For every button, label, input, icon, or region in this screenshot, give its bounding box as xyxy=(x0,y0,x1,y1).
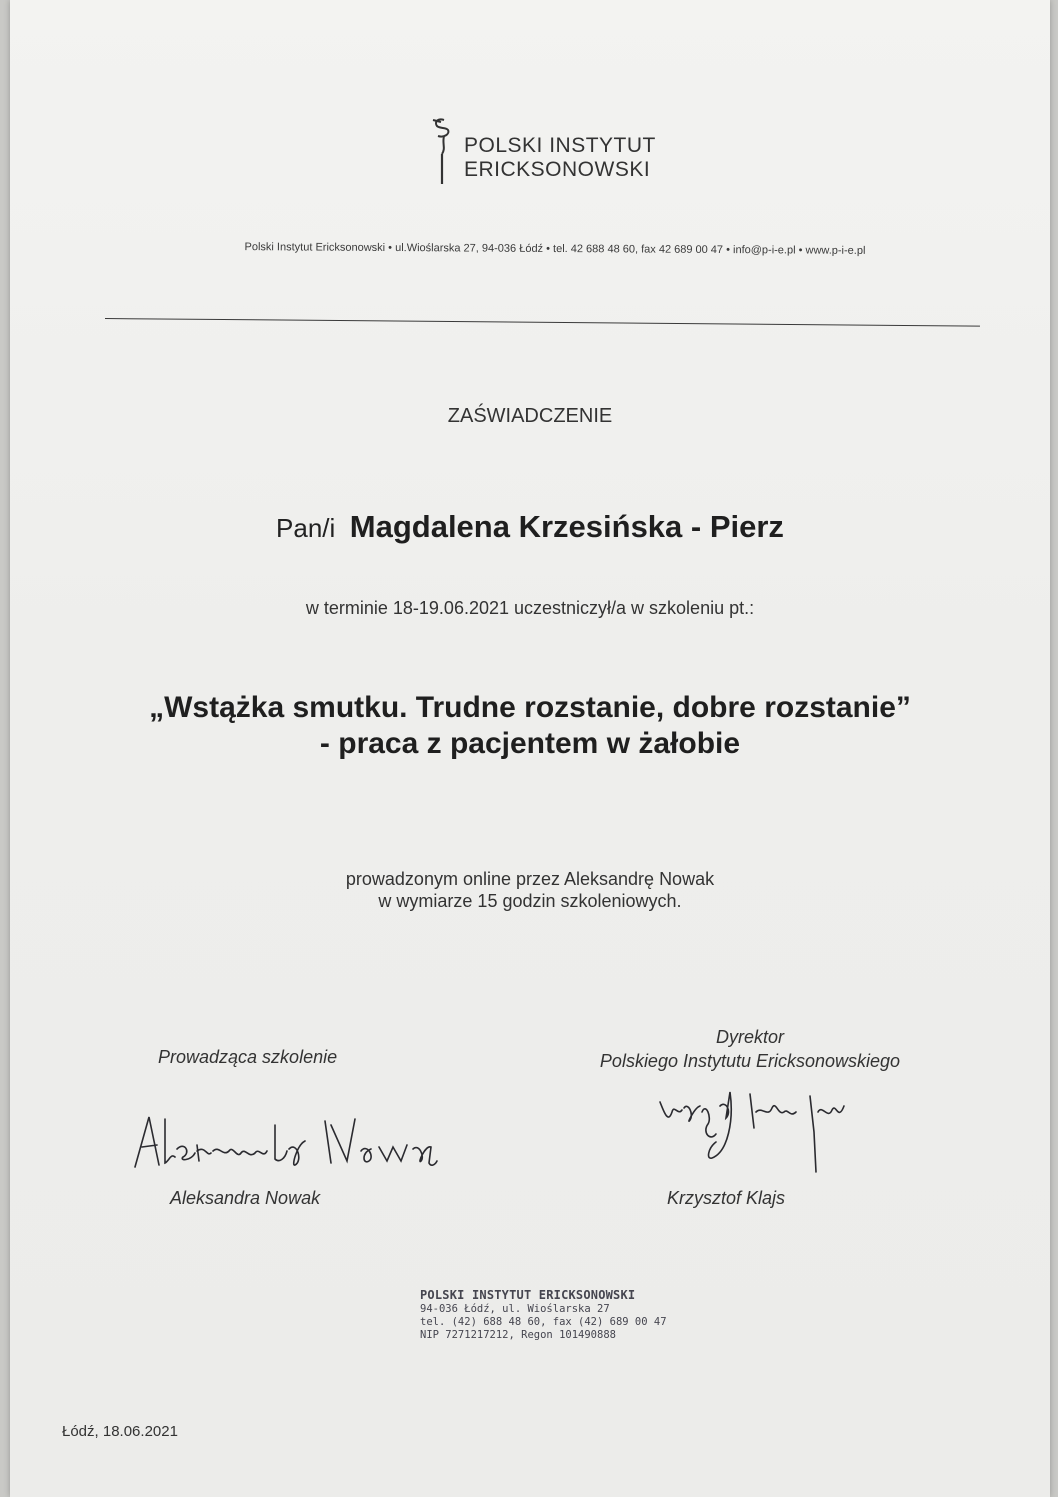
course-title-line2: - praca z pacjentem w żałobie xyxy=(319,727,741,760)
stamp-line1: POLSKI INSTYTUT ERICKSONOWSKI xyxy=(420,1288,636,1302)
director-name: Krzysztof Klajs xyxy=(667,1188,786,1208)
course-title xyxy=(10,690,1050,762)
institute-stamp xyxy=(420,1288,680,1341)
course-title-line1: „Wstążka smutku. Trudne rozstanie, dobre rozstanie” xyxy=(149,691,911,724)
director-signature xyxy=(650,1072,860,1182)
trainer-name: Aleksandra Nowak xyxy=(170,1188,321,1208)
training-info-line2: w wymiarze 15 godzin szkoleniowych. xyxy=(378,891,682,911)
director-role-line1: Dyrektor xyxy=(715,1027,784,1047)
recipient-name: Magdalena Krzesińska - Pierz xyxy=(349,509,784,544)
stamp-line3: tel. (42) 688 48 60, fax (42) 689 00 47 xyxy=(420,1316,667,1328)
heron-logo-icon xyxy=(428,114,458,186)
institute-address: Polski Instytut Ericksonowski • ul.Wioślarska 27, 94-036 Łódź • tel. 42 688 48 60, fax 42 689 00 47 • info@p-i-e.pl • www.p-i-e.pl xyxy=(244,241,866,257)
trainer-role: Prowadząca szkolenie xyxy=(158,1047,338,1067)
place-and-date: Łódź, 18.06.2021 xyxy=(62,1423,178,1440)
director-role xyxy=(570,1025,930,1073)
training-info-line1: prowadzonym online przez Aleksandrę Nowak xyxy=(345,869,715,889)
recipient xyxy=(10,509,1050,545)
stamp-line2: 94-036 Łódź, ul. Wioślarska 27 xyxy=(420,1303,610,1315)
stamp-line4: NIP 7271217212, Regon 101490888 xyxy=(420,1329,616,1341)
trainer-signature xyxy=(125,1105,445,1175)
document-title: ZAŚWIADCZENIE xyxy=(447,405,613,427)
training-term: w terminie 18-19.06.2021 uczestniczył/a w szkoleniu pt.: xyxy=(305,598,755,618)
header-divider xyxy=(105,318,980,327)
institute-logo xyxy=(428,112,698,188)
logo-text-line2: ERICKSONOWSKI xyxy=(464,158,651,181)
logo-text-line1: POLSKI INSTYTUT xyxy=(464,134,656,157)
director-role-line2: Polskiego Instytutu Ericksonowskiego xyxy=(599,1051,901,1071)
training-info xyxy=(10,868,1050,912)
certificate-page xyxy=(10,0,1050,1497)
recipient-prefix: Pan/i xyxy=(276,513,336,543)
